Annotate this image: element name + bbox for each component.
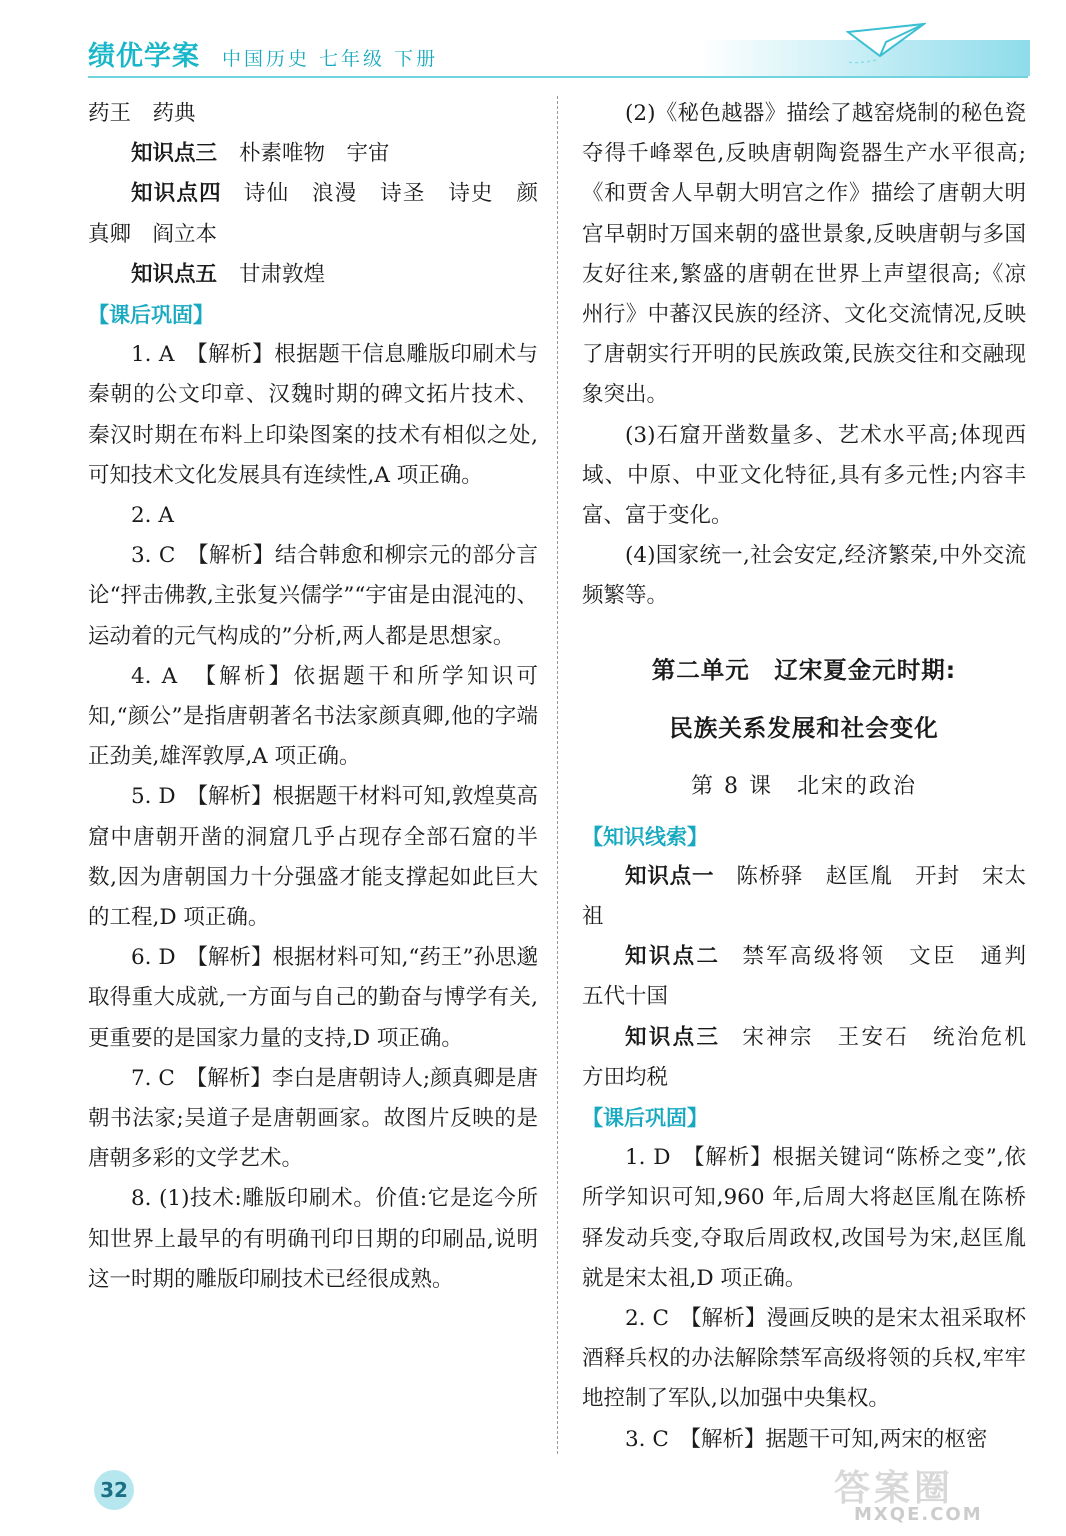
knowledge-point-text: 宋神宗 王安石 统治危机 方田均税 — [582, 1024, 1048, 1090]
knowledge-point-label: 知识点三 — [625, 1024, 721, 1050]
paper-plane-icon — [846, 22, 926, 66]
brand-logo: 绩优学案 — [88, 41, 200, 72]
knowledge-point-text: 甘肃敦煌 — [239, 261, 326, 287]
knowledge-point-3 — [582, 1018, 1048, 1098]
answer-item: 3. C 【解析】据题干可知,两宋的枢密 — [625, 1426, 988, 1452]
knowledge-point-label: 知识点三 — [131, 141, 218, 167]
answer-item: 3. C 【解析】结合韩愈和柳宗元的部分言论“抨击佛教,主张复兴儒学”“宇宙是由混沌的、运动着的元气构成的”分析,两人都是思想家。 — [88, 543, 538, 649]
knowledge-point-5 — [88, 255, 538, 295]
header-rule — [88, 76, 1028, 78]
column-divider — [557, 96, 558, 1454]
knowledge-point-text: 禁军高级将领 文臣 通判 五代十国 — [582, 944, 1048, 1010]
left-column — [88, 94, 538, 1300]
watermark-text: 答案圈 — [834, 1468, 955, 1509]
section-tag-clues: 【知识线索】 — [582, 824, 708, 849]
unit-title-line-1: 第二单元 辽宋夏金元时期: — [651, 655, 957, 684]
answer-item: (3)石窟开凿数量多、艺术水平高;体现西域、中原、中亚文化特征,具有多元性;内容丰富、富于变化。 — [582, 422, 1026, 529]
knowledge-point-text: 诗仙 浪漫 诗圣 诗史 颜真卿 阎立本 — [88, 181, 538, 247]
knowledge-point-label: 知识点四 — [131, 181, 222, 207]
right-column — [582, 94, 1048, 1460]
answer-item: (4)国家统一,社会安定,经济繁荣,中外交流频繁等。 — [582, 543, 1026, 609]
section-tag-review: 【课后巩固】 — [582, 1106, 708, 1131]
answer-item: 2. C 【解析】漫画反映的是宋太祖采取杯酒释兵权的办法解除禁军高级将领的兵权,牢牢地控制了军队,以加强中央集权。 — [582, 1306, 1026, 1412]
page-header — [0, 0, 1066, 80]
answer-item: 2. A — [131, 503, 174, 529]
answer-item: 8. (1)技术:雕版印刷术。价值:它是迄今所知世界上最早的有明确刊印日期的印刷品,说明这一时期的雕版印刷技术已经很成熟。 — [88, 1186, 538, 1292]
continued-answer: 药王 药典 — [88, 101, 196, 126]
answer-item: 6. D 【解析】根据材料可知,“药王”孙思邈取得重大成就,一方面与自己的勤奋与博学有关,更重要的是国家力量的支持,D 项正确。 — [88, 945, 538, 1051]
knowledge-point-text: 陈桥驿 赵匡胤 开封 宋太祖 — [582, 863, 1026, 930]
answer-item: 5. D 【解析】根据题干材料可知,敦煌莫高窟中唐朝开凿的洞窟几乎占现存全部石窟的半数,因为唐朝国力十分强盛才能支撑起如此巨大的工程,D 项正确。 — [88, 784, 538, 931]
book-subject: 中国历史 七年级 下册 — [222, 48, 439, 70]
site-watermark — [830, 1460, 1030, 1530]
answer-item: 1. D 【解析】根据关键词“陈桥之变”,依所学知识可知,960 年,后周大将赵匡胤在陈桥驿发动兵变,夺取后周政权,改国号为宋,赵匡胤就是宋太祖,D 项正确。 — [582, 1145, 1026, 1291]
knowledge-point-label: 知识点一 — [625, 863, 715, 889]
knowledge-point-text: 朴素唯物 宇宙 — [239, 141, 390, 167]
watermark-url: MXQE.COM — [854, 1504, 983, 1525]
knowledge-point-3 — [88, 134, 538, 174]
section-tag-review: 【课后巩固】 — [88, 303, 214, 328]
answer-item: (2)《秘色越器》描绘了越窑烧制的秘色瓷夺得千峰翠色,反映唐朝陶瓷器生产水平很高;《和贾舍人早朝大明宫之作》描绘了唐朝大明宫早朝时万国来朝的盛世景象,反映唐朝与多国友好往来,繁盛的唐朝在世界上声望很高;《凉州行》中蕃汉民族的经济、文化交流情况,反映了唐朝实行开明的民族政策,民族交往和交融现象突出。 — [582, 101, 1026, 408]
knowledge-point-label: 知识点五 — [131, 261, 218, 287]
lesson-title: 第 8 课 北宋的政治 — [691, 773, 917, 799]
page-number-badge: 32 — [94, 1470, 134, 1510]
unit-title-line-2: 民族关系发展和社会变化 — [669, 713, 939, 742]
knowledge-point-4 — [88, 174, 538, 254]
answer-item: 1. A 【解析】根据题干信息雕版印刷术与秦朝的公文印章、汉魏时期的碑文拓片技术、秦汉时期在布料上印染图案的技术有相似之处,可知技术文化发展具有连续性,A 项正确。 — [88, 342, 538, 488]
knowledge-point-1 — [582, 857, 1026, 937]
knowledge-point-2 — [582, 937, 1048, 1017]
answer-item: 7. C 【解析】李白是唐朝诗人;颜真卿是唐朝书法家;吴道子是唐朝画家。故图片反映的是唐朝多彩的文学艺术。 — [88, 1065, 538, 1172]
answer-item: 4. A 【解析】依据题干和所学知识可知,“颜公”是指唐朝著名书法家颜真卿,他的字端正劲美,雄浑敦厚,A 项正确。 — [88, 663, 538, 770]
knowledge-point-label: 知识点二 — [625, 944, 721, 970]
